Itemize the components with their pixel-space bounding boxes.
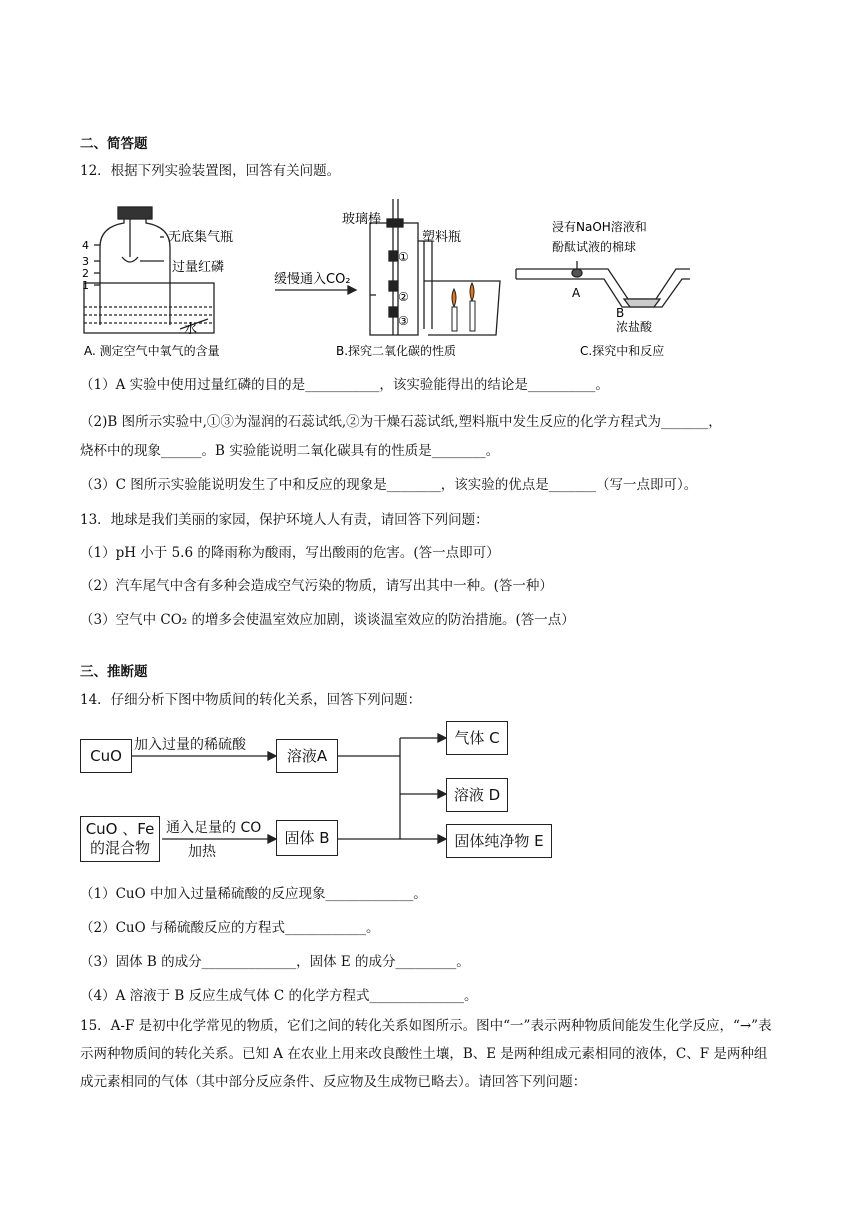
b-circle-3: ③: [398, 314, 409, 328]
a-label-water: 水: [184, 322, 198, 337]
a-mark-2: 2: [82, 267, 89, 280]
q14-part3: （3）固体 B 的成分______________，固体 E 的成分_________。: [80, 954, 470, 970]
arrow-label-co: 通入足量的 CO: [166, 820, 262, 836]
box-solid-b: 固体 B: [276, 820, 338, 856]
mixture-line1: CuO 、Fe: [85, 820, 155, 838]
c-label-2: 酚酞试液的棉球: [552, 240, 637, 254]
flow-diagram: [78, 716, 558, 866]
question-12-stem: 12．根据下列实验装置图，回答有关问题。: [80, 163, 341, 179]
question-13-stem: 13．地球是我们美丽的家园，保护环境人人有责，请回答下列问题：: [80, 512, 489, 528]
a-mark-3: 3: [82, 255, 89, 268]
arrow-label-heat: 加热: [188, 844, 216, 860]
a-mark-1: 1: [82, 279, 89, 292]
c-caption: C.探究中和反应: [580, 344, 665, 358]
b-label-rod: 玻璃棒: [342, 212, 382, 227]
section-title: 二、简答题: [80, 136, 148, 152]
b-circle-2: ②: [398, 290, 409, 304]
a-label-phosphorus: 过量红磷: [172, 260, 225, 275]
a-mark-4: 4: [82, 239, 89, 252]
c-label-a: A: [572, 286, 581, 300]
q13-part2: （2）汽车尾气中含有多种会造成空气污染的物质，请写出其中一种。(答一种）: [80, 578, 553, 594]
b-arrow-label: 缓慢通入CO₂: [274, 272, 351, 287]
q14-part2: （2）CuO 与稀硫酸反应的方程式____________。: [80, 920, 380, 936]
q12-part2a: （2)B 图所示实验中,①③为湿润的石蕊试纸,②为干燥石蕊试纸,塑料瓶中发生反应的化学方程式为_______，: [80, 414, 722, 430]
q13-part3: （3）空气中 CO₂ 的增多会使温室效应加剧，谈谈温室效应的防治措施。(答一点）: [80, 612, 575, 628]
box-solid-e: 固体纯净物 E: [446, 824, 552, 858]
q12-part1: （1）A 实验中使用过量红磷的目的是___________，该实验能得出的结论是__________。: [80, 377, 609, 393]
box-solution-d: 溶液 D: [446, 778, 508, 812]
box-solution-a: 溶液A: [276, 739, 338, 773]
q14-part4: （4）A 溶液于 B 反应生成气体 C 的化学方程式______________。: [80, 988, 478, 1004]
question-15-text: 15．A-F 是初中化学常见的物质，它们之间的转化关系如图所示。图中“一”表示两种物质间能发生化学反应，“→”表示两种物质间的转化关系。已知 A 在农业上用来改良酸性土壤，B、E 是两种组成元素相同的液体，C、F 是两种组成元素相同的气体（其中部分反应条件、反应物及生成物已略去）。请回答下列问题：: [80, 1018, 772, 1090]
experiment-figure: [80, 195, 720, 365]
q13-part1: （1）pH 小于 5.6 的降雨称为酸雨，写出酸雨的危害。(答一点即可）: [80, 545, 500, 561]
question-14-stem: 14．仔细分析下图中物质间的转化关系，回答下列问题：: [80, 692, 422, 708]
q12-part3: （3）C 图所示实验能说明发生了中和反应的现象是________，该实验的优点是_______（写一点即可）。: [80, 477, 698, 493]
a-caption: A. 测定空气中氧气的含量: [84, 344, 220, 358]
apparatus-c: [516, 261, 690, 307]
box-cuo: CuO: [80, 739, 132, 773]
box-gas-c: 气体 C: [446, 721, 508, 755]
mixture-line2: 的混合物: [89, 839, 150, 857]
apparatus-b: [275, 199, 500, 335]
box-mixture: [80, 816, 160, 862]
a-label-jar: 无底集气瓶: [168, 230, 234, 245]
c-label-b: B: [616, 306, 625, 320]
b-circle-1: ①: [398, 250, 409, 264]
q14-part1: （1）CuO 中加入过量稀硫酸的反应现象_____________。: [80, 886, 427, 902]
c-label-acid: 浓盐酸: [616, 320, 653, 334]
section-title-3: 三、推断题: [80, 664, 148, 680]
arrow-label-acid: 加入过量的稀硫酸: [134, 737, 246, 753]
c-label-1: 浸有NaOH溶液和: [552, 220, 647, 234]
candles: [452, 283, 475, 331]
b-label-bottle: 塑料瓶: [422, 230, 462, 245]
b-caption: B.探究二氧化碳的性质: [336, 344, 457, 358]
q12-part2b: 烧杯中的现象______。B 实验能说明二氧化碳具有的性质是________。: [80, 443, 500, 459]
